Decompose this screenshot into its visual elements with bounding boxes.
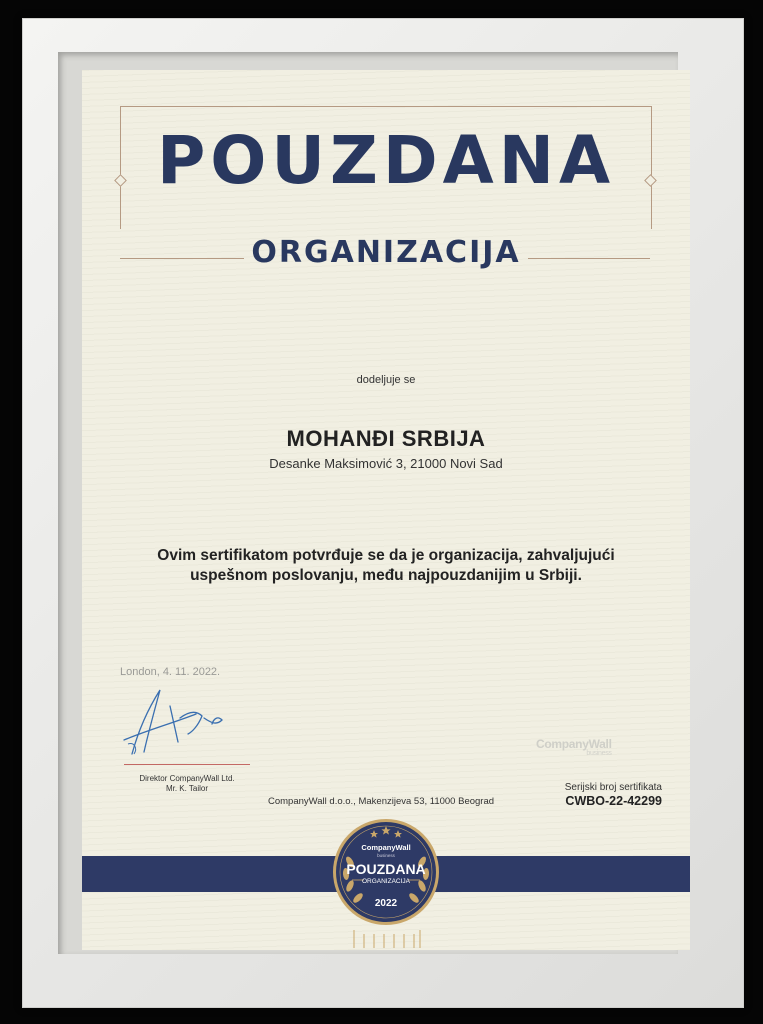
seal-brand-sub: business	[377, 853, 395, 858]
signatory-block	[122, 774, 252, 794]
signatory-title: Direktor CompanyWall Ltd.	[139, 774, 235, 783]
seal-year: 2022	[374, 898, 398, 909]
signature-icon	[118, 682, 238, 762]
certificate-title: POUZDANA	[156, 122, 616, 199]
watermark-sub: business	[586, 750, 612, 757]
organization-name: MOHANĐI SRBIJA	[286, 426, 486, 451]
seal-brand: CompanyWall	[361, 843, 411, 852]
issuer-address: CompanyWall d.o.o., Makenzijeva 53, 11000 Beograd	[268, 796, 495, 807]
signature-line	[124, 764, 250, 765]
serial-number-label: Serijski broj sertifikata	[564, 782, 662, 793]
awarded-text: dodeljuje se	[356, 374, 416, 386]
organization-address: Desanke Maksimović 3, 21000 Novi Sad	[269, 456, 503, 471]
companywall-watermark-logo	[536, 738, 612, 757]
signatory-name: Mr. K. Tailor	[165, 784, 209, 793]
certificate-paper	[82, 70, 690, 950]
statement-line-2: uspešnom poslovanju, među najpouzdanijim u Srbiji.	[190, 567, 582, 584]
certificate-subtitle: ORGANIZACIJA	[251, 235, 521, 270]
certificate-seal	[332, 818, 440, 926]
decorative-ticks	[350, 926, 424, 950]
watermark-brand: CompanyWall	[536, 737, 612, 751]
seal-title: POUZDANA	[346, 861, 426, 877]
statement-line-1: Ovim sertifikatom potvrđuje se da je organizacija, zahvaljujući	[157, 547, 615, 564]
certificate-statement	[122, 546, 650, 586]
seal-subtitle: ORGANIZACIJA	[361, 878, 411, 885]
serial-number-value: CWBO-22-42299	[565, 794, 662, 808]
place-and-date: London, 4. 11. 2022.	[120, 666, 221, 678]
